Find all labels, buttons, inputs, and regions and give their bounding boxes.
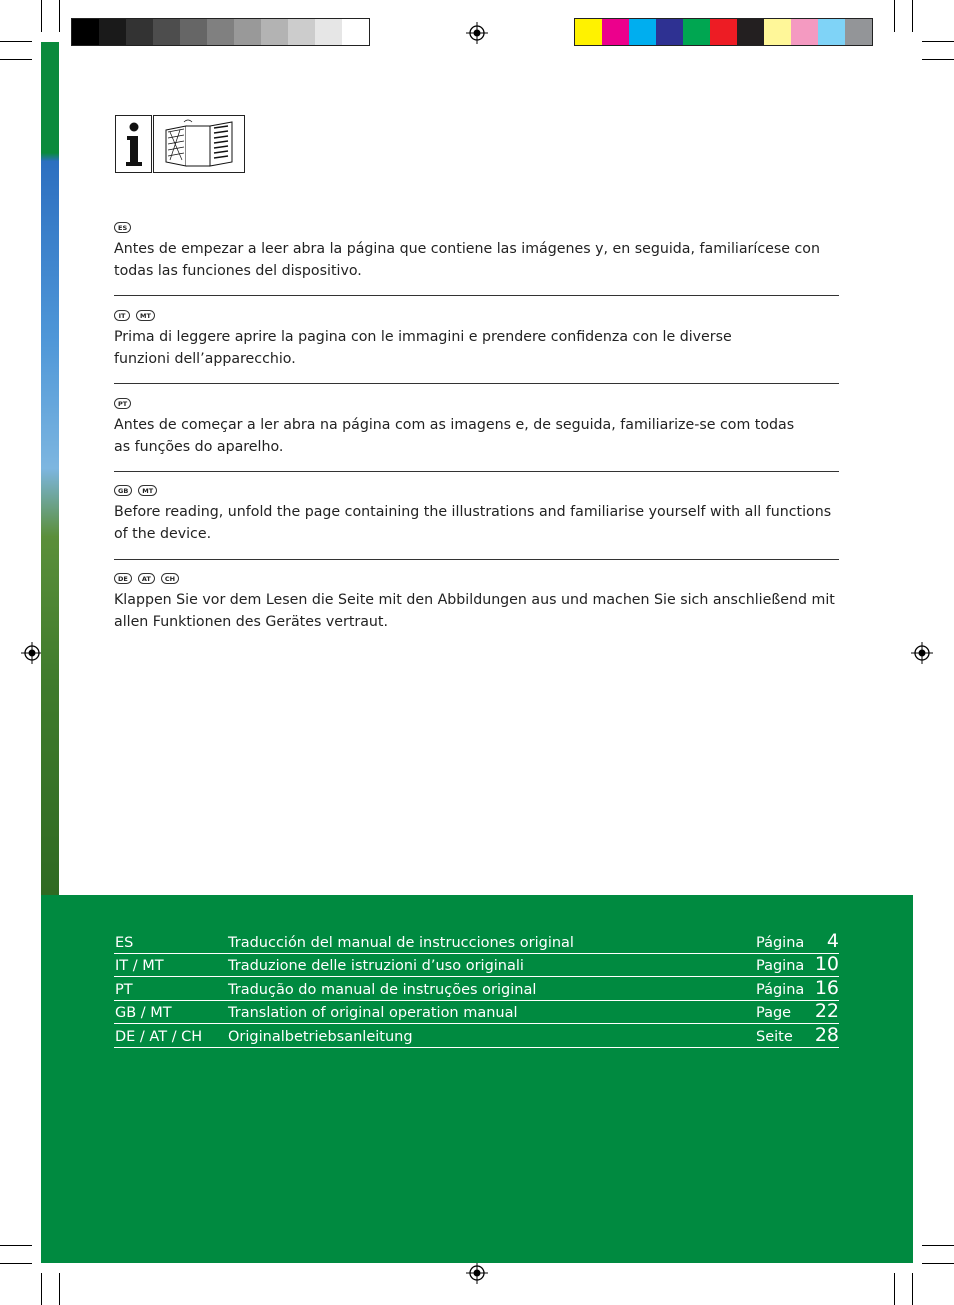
country-flag-badge: DE (114, 573, 132, 584)
section-text: Klappen Sie vor dem Lesen die Seite mit den Abbildungen aus und machen Sie sich anschließend mit allen Funktionen des Gerätes vertraut. (114, 592, 835, 630)
crop-mark (922, 41, 954, 42)
crop-mark (0, 1263, 32, 1264)
toc-page-label: Seite (756, 1028, 793, 1045)
side-decor-strip (41, 42, 59, 895)
section-text: Before reading, unfold the page containing the illustrations and familiarise yourself with all functions of the device. (114, 504, 832, 542)
toc-row[interactable] (114, 930, 839, 954)
section-text: Antes de empezar a leer abra la página que contiene las imágenes y, en seguida, familiarícese con todas las funciones del dispositivo. (114, 241, 820, 279)
toc-page-label: Página (756, 934, 805, 951)
unfold-page-icon (153, 115, 245, 173)
country-flag-badge: ES (114, 222, 131, 233)
country-flag-badge: IT (114, 310, 130, 321)
crop-mark (912, 1273, 913, 1305)
toc-page-label: Page (756, 1005, 792, 1021)
toc-row[interactable] (114, 1024, 839, 1048)
crop-mark (0, 41, 32, 42)
country-flag-badge: MT (136, 310, 155, 321)
country-flag-badge: PT (114, 398, 131, 409)
language-section-gb-mt (114, 485, 839, 545)
crop-mark (922, 1245, 954, 1246)
crop-mark (41, 1273, 42, 1305)
toc-row[interactable] (114, 954, 839, 978)
toc-page-number: 22 (814, 1000, 839, 1022)
toc-title: Translation of original operation manual (228, 1005, 518, 1021)
divider (114, 559, 839, 560)
crop-mark (41, 0, 42, 32)
toc-language-code: PT (115, 981, 133, 998)
toc-page-number: 10 (814, 953, 839, 975)
crop-mark (894, 0, 895, 32)
toc-title: Originalbetriebsanleitung (228, 1028, 413, 1045)
toc-language-code: ES (115, 934, 134, 951)
divider (114, 383, 839, 384)
crop-mark (0, 1245, 32, 1246)
section-text: Prima di leggere aprire la pagina con le immagini e prendere confidenza con le diverse funzioni dell’apparecchio. (114, 329, 732, 367)
registration-mark-icon (21, 642, 43, 664)
country-flag-badge: CH (161, 573, 179, 584)
toc-language-code: IT / MT (115, 958, 164, 974)
toc-page-number: 16 (814, 976, 839, 999)
crop-mark (922, 59, 954, 60)
language-section-de-at-ch (114, 573, 839, 633)
section-text: Antes de começar a ler abra na página com as imagens e, de seguida, familiarize-se com todas as funções do aparelho. (114, 417, 795, 455)
registration-mark-icon (466, 1262, 488, 1284)
divider (114, 295, 839, 296)
table-of-contents (114, 930, 839, 1048)
toc-title: Tradução do manual de instruções original (228, 981, 537, 998)
toc-page-label: Página (756, 981, 805, 998)
toc-page-number: 4 (826, 929, 839, 952)
language-section-pt (114, 398, 839, 458)
crop-mark (912, 0, 913, 32)
registration-mark-icon (466, 22, 488, 44)
toc-row[interactable] (114, 1001, 839, 1025)
country-flag-badge: GB (114, 485, 132, 496)
toc-language-code: GB / MT (115, 1005, 172, 1021)
toc-title: Traduzione delle istruzioni d’uso originali (228, 958, 524, 974)
toc-page-number: 28 (814, 1023, 839, 1046)
crop-mark (0, 59, 32, 60)
language-section-it-mt (114, 310, 839, 370)
toc-row[interactable] (114, 977, 839, 1001)
toc-language-code: DE / AT / CH (115, 1028, 203, 1045)
country-flag-badge: AT (138, 573, 155, 584)
info-icon (115, 115, 152, 173)
grayscale-calibration-bar (71, 18, 370, 46)
divider (114, 471, 839, 472)
color-calibration-bar (574, 18, 873, 46)
crop-mark (59, 0, 60, 32)
toc-title: Traducción del manual de instrucciones original (228, 934, 574, 951)
country-flag-badge: MT (138, 485, 157, 496)
crop-mark (894, 1273, 895, 1305)
toc-page-label: Pagina (756, 958, 805, 974)
registration-mark-icon (911, 642, 933, 664)
crop-mark (59, 1273, 60, 1305)
language-section-es (114, 222, 839, 282)
crop-mark (922, 1263, 954, 1264)
